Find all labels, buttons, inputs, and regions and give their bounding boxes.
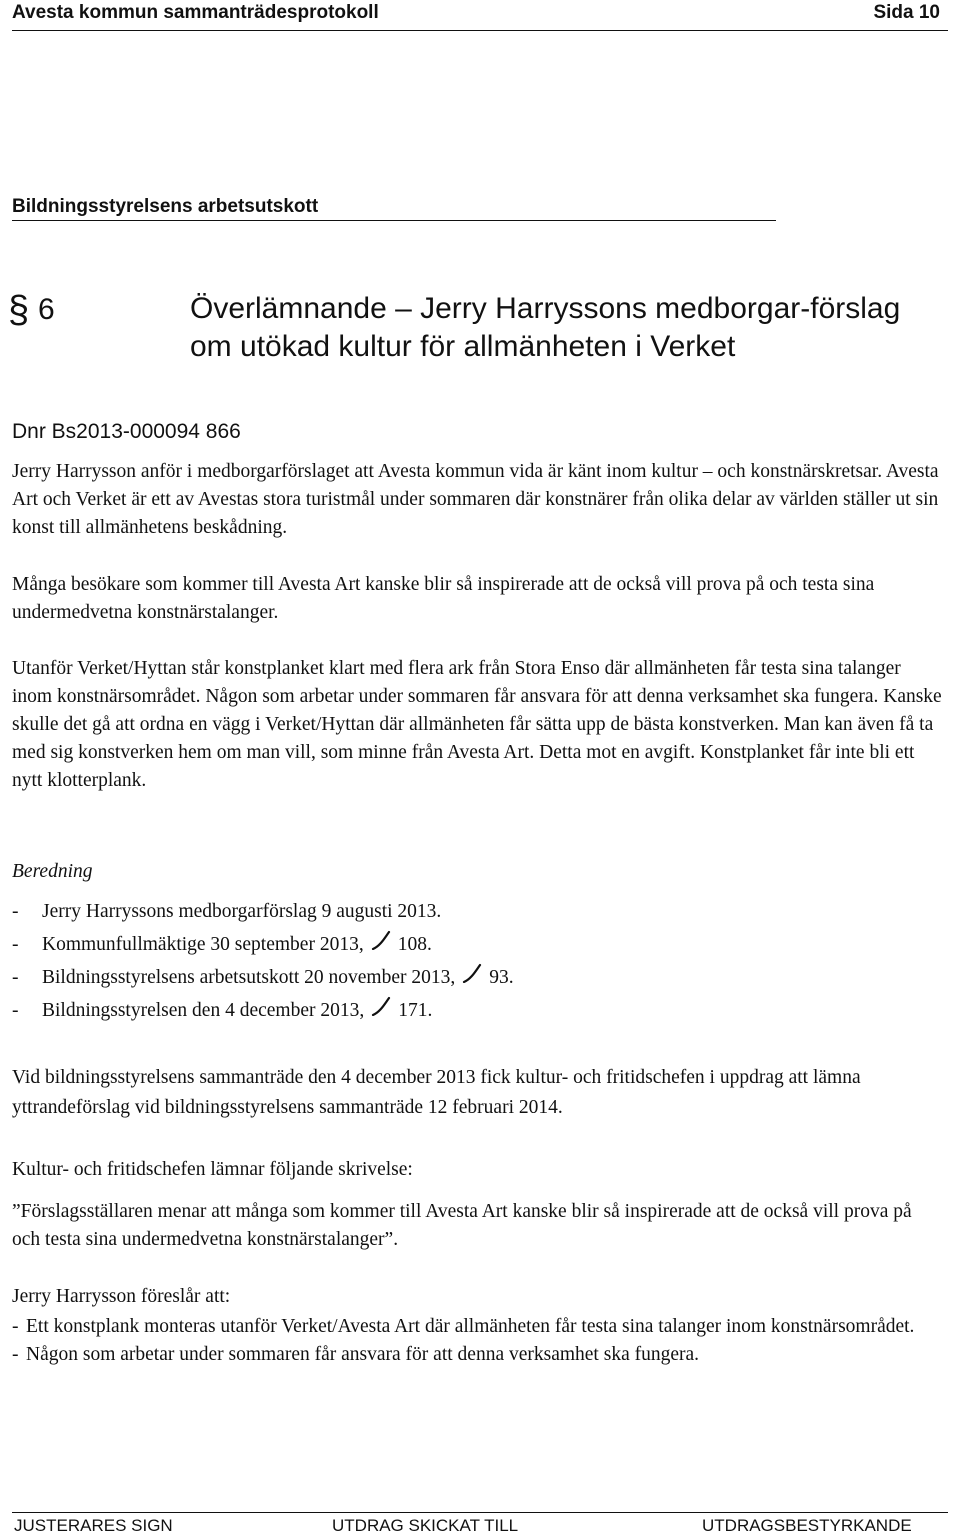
paragraph-proposes: Jerry Harrysson föreslår att:	[12, 1286, 231, 1307]
list-dash: -	[12, 934, 19, 955]
proposal-list	[12, 1313, 942, 1369]
preparation-item-text: Bildningsstyrelsens arbetsutskott 20 november 2013,	[42, 967, 456, 988]
committee-name: Bildningsstyrelsens arbetsutskott	[12, 196, 319, 217]
page-number: Sida 10	[873, 2, 940, 23]
item-number: 6	[38, 293, 55, 326]
paragraph-reference-icon	[368, 996, 394, 1016]
committee-underline	[12, 220, 776, 221]
preparation-item-ref: 93.	[489, 967, 514, 988]
list-dash: -	[12, 901, 19, 922]
proposal-item	[12, 1313, 942, 1341]
paragraph-statement-intro: Kultur- och fritidschefen lämnar följande skrivelse:	[12, 1159, 413, 1180]
paragraph-reference-icon	[368, 930, 394, 950]
preparation-heading: Beredning	[12, 861, 93, 882]
proposal-item-text: Ett konstplank monteras utanför Verket/Avesta Art där allmänheten får testa sina talanger inom konstnärsområdet.	[26, 1316, 915, 1337]
paragraph-art-plank: Utanför Verket/Hyttan står konstplanket klart med flera ark från Stora Enso där allmänheten får testa sina talanger inom konstnärsområdet. Någon som arbetar under sommaren får ansvara för att denna verksamhet ska fungera. Kanske skulle det gå att ordna en vägg i Verket/Hyttan där allmänheten får sätta upp de bästa konstverken. Man kan även få ta med sig konstverken hem om man vill, som minne från Avesta Art. Detta mot en avgift. Konstplanket får inte bli ett nytt klotterplank.	[12, 658, 942, 791]
paragraph-proposal-summary: Jerry Harrysson anför i medborgarförslaget att Avesta kommun vida är känt inom kultur – och konstnärskretsar. Avesta Art och Verket är ett av Avestas stora turistmål under sommaren där konstnärer från olika delar av världen ställer ut sin konst till allmänhetens beskådning.	[12, 461, 939, 538]
paragraph-symbol: §	[8, 289, 30, 331]
list-dash: -	[12, 967, 19, 988]
list-dash: -	[12, 1000, 19, 1021]
paragraph-visitors: Många besökare som kommer till Avesta Art kanske blir så inspirerade att de också vill prova på och testa sina undermedvetna konstnärstalanger.	[12, 574, 875, 623]
paragraph-quote: ”Förslagsställaren menar att många som kommer till Avesta Art kanske blir så inspirerade att de också vill prova på och testa sina undermedvetna konstnärstalanger”.	[12, 1201, 912, 1250]
paragraph-board-meeting: Vid bildningsstyrelsens sammanträde den 4 december 2013 fick kultur- och fritidschefen i uppdrag att lämna yttrandeförslag vid bildningsstyrelsens sammanträde 12 februari 2014.	[12, 1067, 861, 1118]
preparation-item	[12, 961, 514, 994]
proposal-item-text: Någon som arbetar under sommaren får ansvara för att denna verksamhet ska fungera.	[26, 1344, 700, 1365]
item-title: Överlämnande – Jerry Harryssons medborgar-förslag om utökad kultur för allmänheten i Verket	[190, 292, 901, 363]
preparation-item-ref: 171.	[398, 1000, 433, 1021]
document-header-title: Avesta kommun sammanträdesprotokoll	[12, 2, 379, 23]
paragraph-reference-icon	[459, 963, 485, 983]
footer-signature-label: JUSTERARES SIGN	[14, 1516, 173, 1535]
preparation-item	[12, 928, 514, 961]
case-number: Dnr Bs2013-000094 866	[12, 420, 241, 443]
preparation-item	[12, 994, 514, 1027]
header-divider	[12, 30, 948, 31]
footer-divider	[12, 1512, 948, 1513]
proposal-item	[12, 1341, 942, 1369]
footer-sent-to-label: UTDRAG SKICKAT TILL	[332, 1516, 519, 1535]
preparation-list	[12, 895, 514, 1027]
preparation-item-text: Bildningsstyrelsen den 4 december 2013,	[42, 1000, 365, 1021]
preparation-item	[12, 895, 514, 928]
preparation-item-text: Kommunfullmäktige 30 september 2013,	[42, 934, 364, 955]
preparation-item-text: Jerry Harryssons medborgarförslag 9 augusti 2013.	[42, 901, 442, 922]
list-dash: -	[12, 1316, 19, 1337]
list-dash: -	[12, 1344, 19, 1365]
footer-certification-label: UTDRAGSBESTYRKANDE	[702, 1516, 912, 1535]
preparation-item-ref: 108.	[397, 934, 432, 955]
